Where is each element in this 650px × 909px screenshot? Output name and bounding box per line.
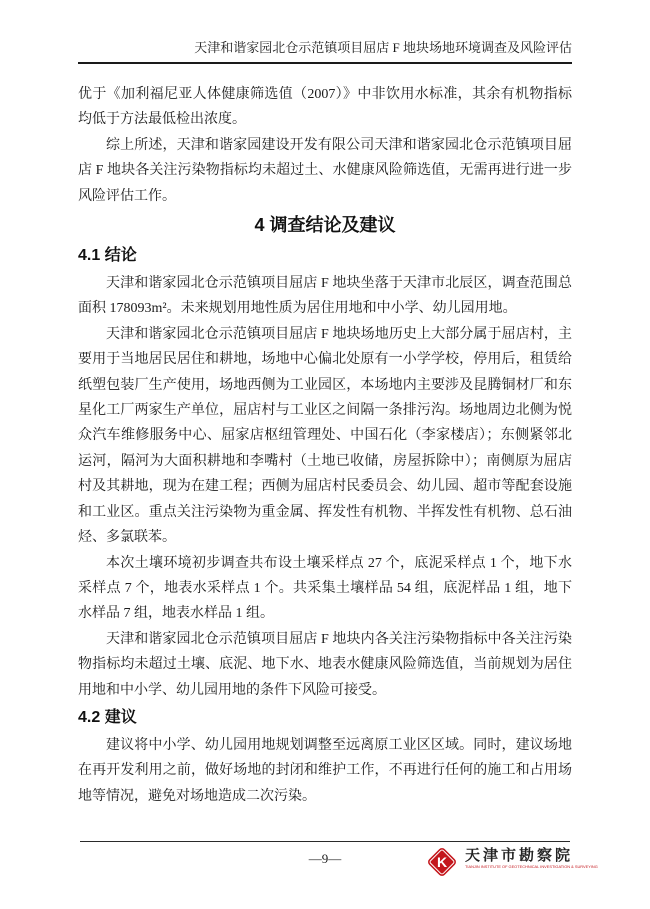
paragraph-site-location: 天津和谐家园北仓示范镇项目屈店 F 地块坐落于天津市北辰区，调查范围总面积 178093m²。未来规划用地性质为居住用地和中小学、幼儿园用地。 bbox=[78, 276, 572, 317]
logo-letter: K bbox=[436, 854, 448, 870]
paragraph-water-standard: 优于《加利福尼亚人体健康筛选值（2007）》中非饮用水标准，其余有机物指标均低于方法最低检出浓度。 bbox=[78, 87, 572, 128]
organization-name: 天津市勘察院 bbox=[465, 847, 574, 864]
running-header bbox=[78, 40, 572, 64]
section-heading-conclusions-suggestions: 4 调查结论及建议 bbox=[254, 215, 396, 236]
subsection-heading-suggestion: 4.2 建议 bbox=[78, 708, 137, 726]
organization-logo bbox=[425, 845, 635, 879]
running-header-title: 天津和谐家园北仓示范镇项目屈店 F 地块场地环境调查及风险评估 bbox=[194, 40, 572, 55]
document-content bbox=[78, 82, 572, 809]
organization-name-english: TIANJIN INSTITUTE OF GEOTECHNICAL INVESTIGATION & SURVEYING bbox=[465, 865, 598, 870]
logo-diamond-icon bbox=[425, 845, 459, 879]
paragraph-risk-acceptable: 天津和谐家园北仓示范镇项目屈店 F 地块内各关注污染物指标中各关注污染物指标均未超过土壤、底泥、地下水、地表水健康风险筛选值，当前规划为居住用地和中小学、幼儿园用地的条件下风险可接受。 bbox=[78, 631, 572, 698]
logo-text-column bbox=[465, 845, 635, 871]
footer-divider bbox=[80, 841, 570, 842]
paragraph-sampling-points: 本次土壤环境初步调查共布设土壤采样点 27 个，底泥采样点 1 个，地下水采样点 7 个，地表水采样点 1 个。共采集土壤样品 54 组，底泥样品 1 组，地下水样品 7 组，地表水样品 1 组。 bbox=[78, 555, 572, 622]
subsection-heading-conclusion: 4.1 结论 bbox=[78, 247, 137, 265]
paragraph-site-history: 天津和谐家园北仓示范镇项目屈店 F 地块场地历史上大部分属于屈店村，主要用于当地居民居住和耕地，场地中心偏北处原有一小学学校，停用后，租赁给纸塑包装厂生产使用，场地西侧为工业园区，本场地内主要涉及昆腾铜材厂和东星化工厂两家生产单位，屈店村与工业区之间隔一条排污沟。场地周边北侧为悦众汽车维修服务中心、屈家店枢纽管理处、中国石化（李家楼店）；东侧紧邻北运河，隔河为大面积耕地和李嘴村（土地已收储，房屋拆除中）；南侧原为屈店村及其耕地，现为在建工程；西侧为屈店村民委员会、幼儿园、超市等配套设施和工业区。重点关注污染物为重金属、挥发性有机物、半挥发性有机物、总石油烃、多氯联苯。 bbox=[78, 326, 572, 546]
paragraph-suggestion: 建议将中小学、幼儿园用地规划调整至远离原工业区区域。同时，建议场地在再开发利用之前，做好场地的封闭和维护工作，不再进行任何的施工和占用场地等情况，避免对场地造成二次污染。 bbox=[78, 737, 572, 804]
page-number: —9— bbox=[308, 851, 342, 866]
paragraph-summary: 综上所述，天津和谐家园建设开发有限公司天津和谐家园北仓示范镇项目屈店 F 地块各关注污染物指标均未超过土、水健康风险筛选值，无需再进行进一步风险评估工作。 bbox=[78, 137, 572, 204]
